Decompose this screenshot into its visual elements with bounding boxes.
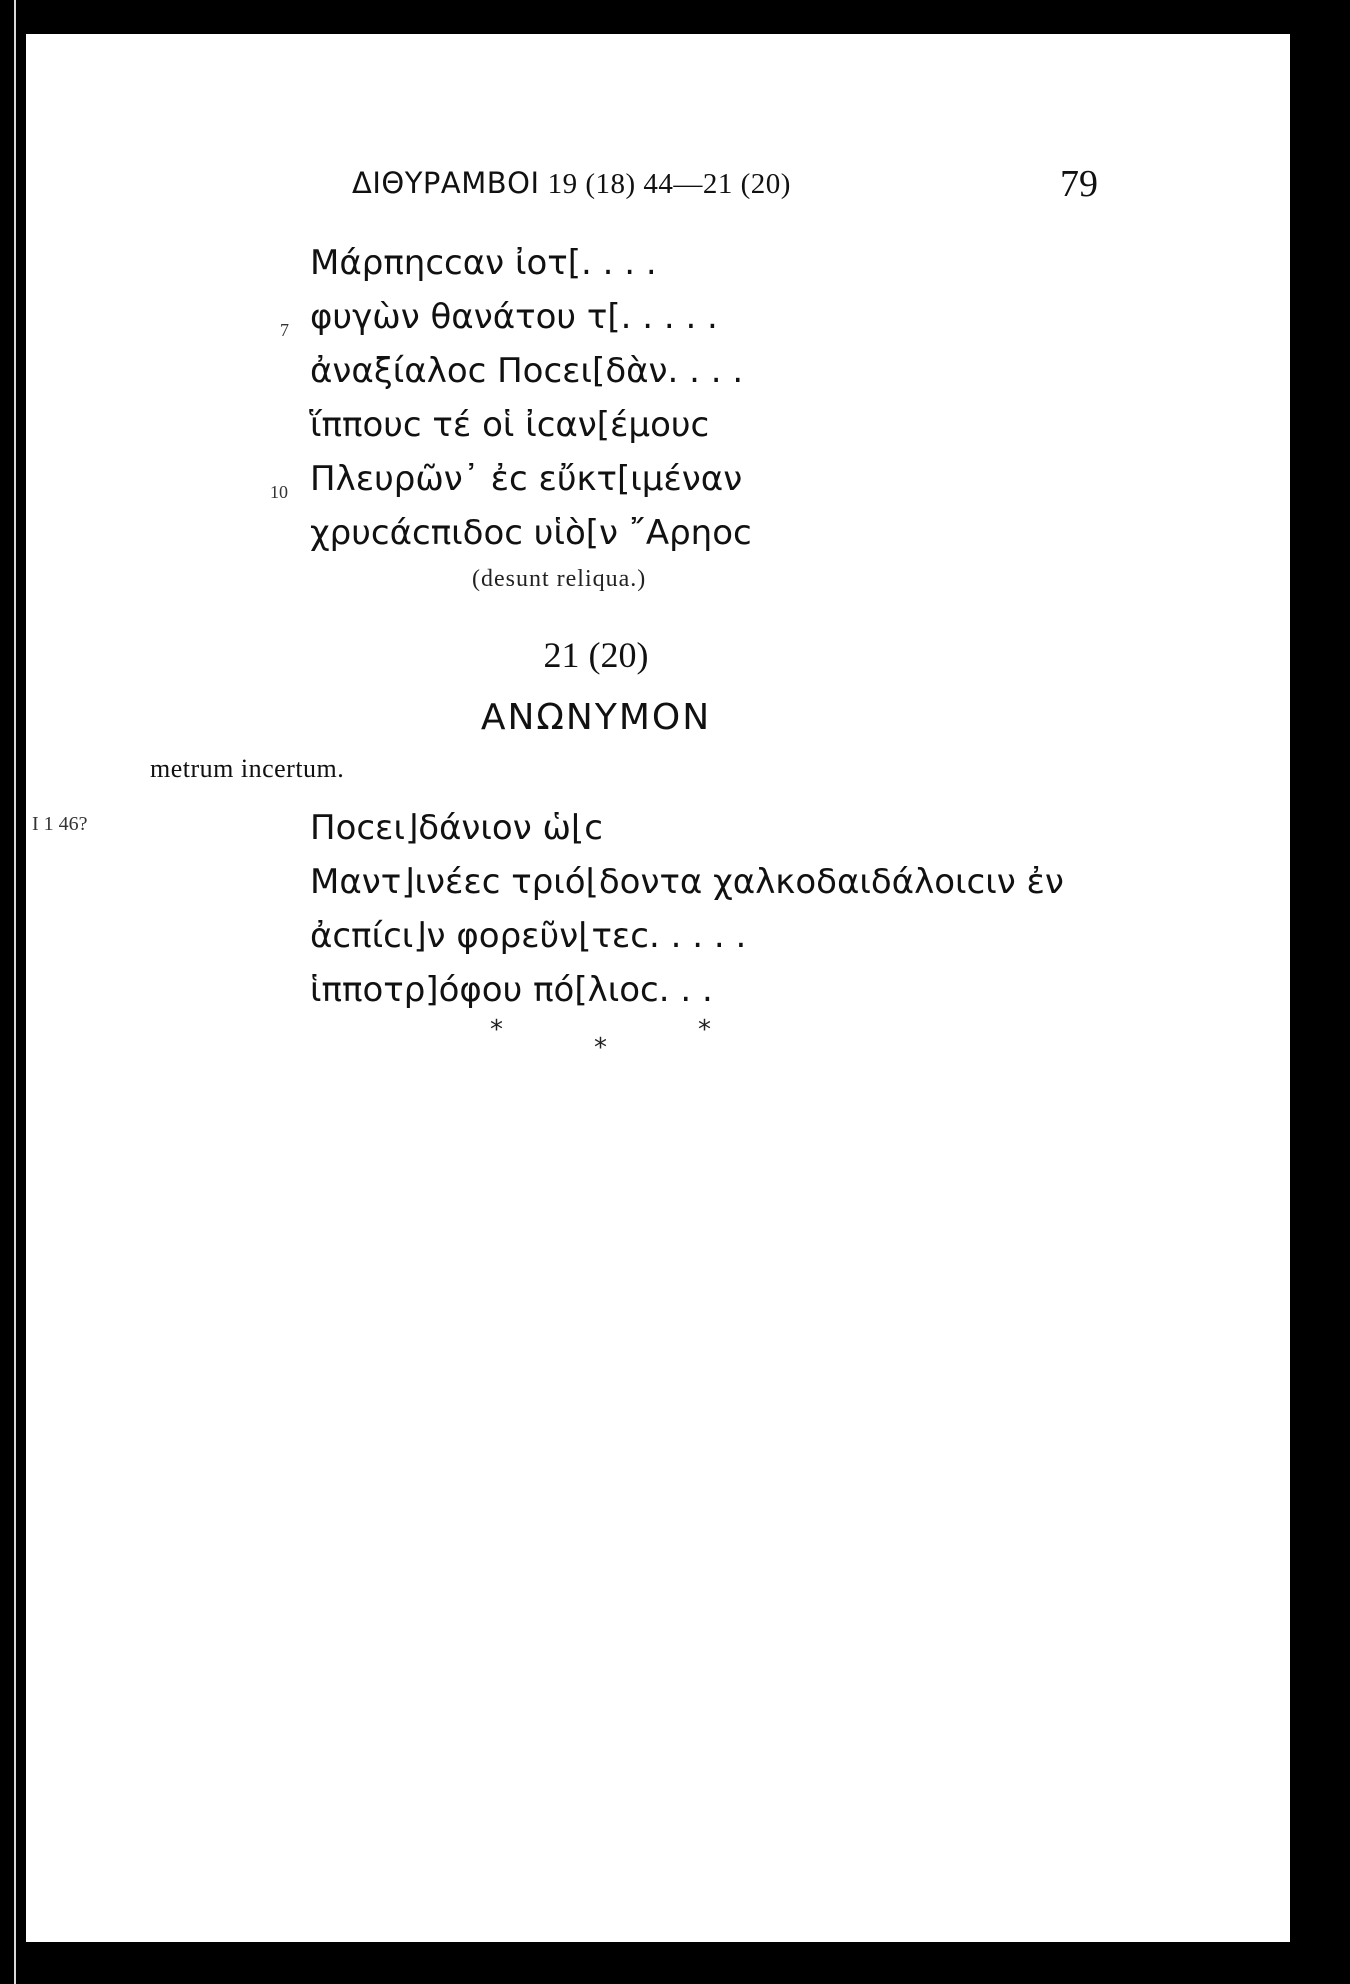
desunt-note: (desunt reliqua.)	[472, 566, 647, 592]
fragment-title: ΑΝΩΝΥΜΟΝ	[480, 697, 712, 738]
verse-line: χρυcάcπιδοc υἱὸ[ν ῎Αρηοc	[310, 513, 752, 553]
line-number: 10	[270, 482, 288, 502]
asterisk: *	[594, 1033, 607, 1063]
verse-line: Πλευρῶν᾽ ἐc εὔκτ[ιμέναν	[310, 459, 743, 499]
asterisk: *	[698, 1015, 711, 1045]
verse-line: ἱπποτρ]όφου πό[λιοc. . .	[310, 970, 713, 1010]
margin-reference: I 1 46?	[32, 813, 88, 835]
page-number: 79	[1060, 163, 1098, 205]
verse-line: ἀναξίαλοc Ποcει[δὰν. . . .	[310, 351, 744, 391]
asterisk: *	[490, 1015, 503, 1045]
metrum-note: metrum incertum.	[150, 754, 345, 783]
verse-line: φυγὼν θανάτου τ[. . . . .	[310, 297, 718, 337]
book-page	[26, 34, 1290, 1942]
running-title-greek: ΔΙΘΥΡΑΜΒΟΙ	[352, 166, 540, 200]
scan-edge-line	[14, 0, 16, 1984]
verse-line: ἀcπίcι⌋ν φορεῦν⌊τεc. . . . .	[310, 916, 747, 956]
running-title-range: 19 (18) 44—21 (20)	[547, 168, 791, 200]
fragment-number: 21 (20)	[543, 635, 649, 675]
section-asterisks	[26, 34, 1290, 1942]
verse-line: Ποcει⌋δάνιον ὡ⌊c	[310, 808, 603, 848]
line-number: 7	[280, 320, 289, 340]
verse-line: ἵππουc τέ οἱ ἰcαν[έμουc	[310, 405, 710, 445]
verse-line: Μαντ⌋ινέεc τριό⌊δοντα χαλκοδαιδάλοιcιν ἐν	[310, 862, 1064, 902]
verse-line: Μάρπηccαν ἰοτ[. . . .	[310, 243, 657, 283]
